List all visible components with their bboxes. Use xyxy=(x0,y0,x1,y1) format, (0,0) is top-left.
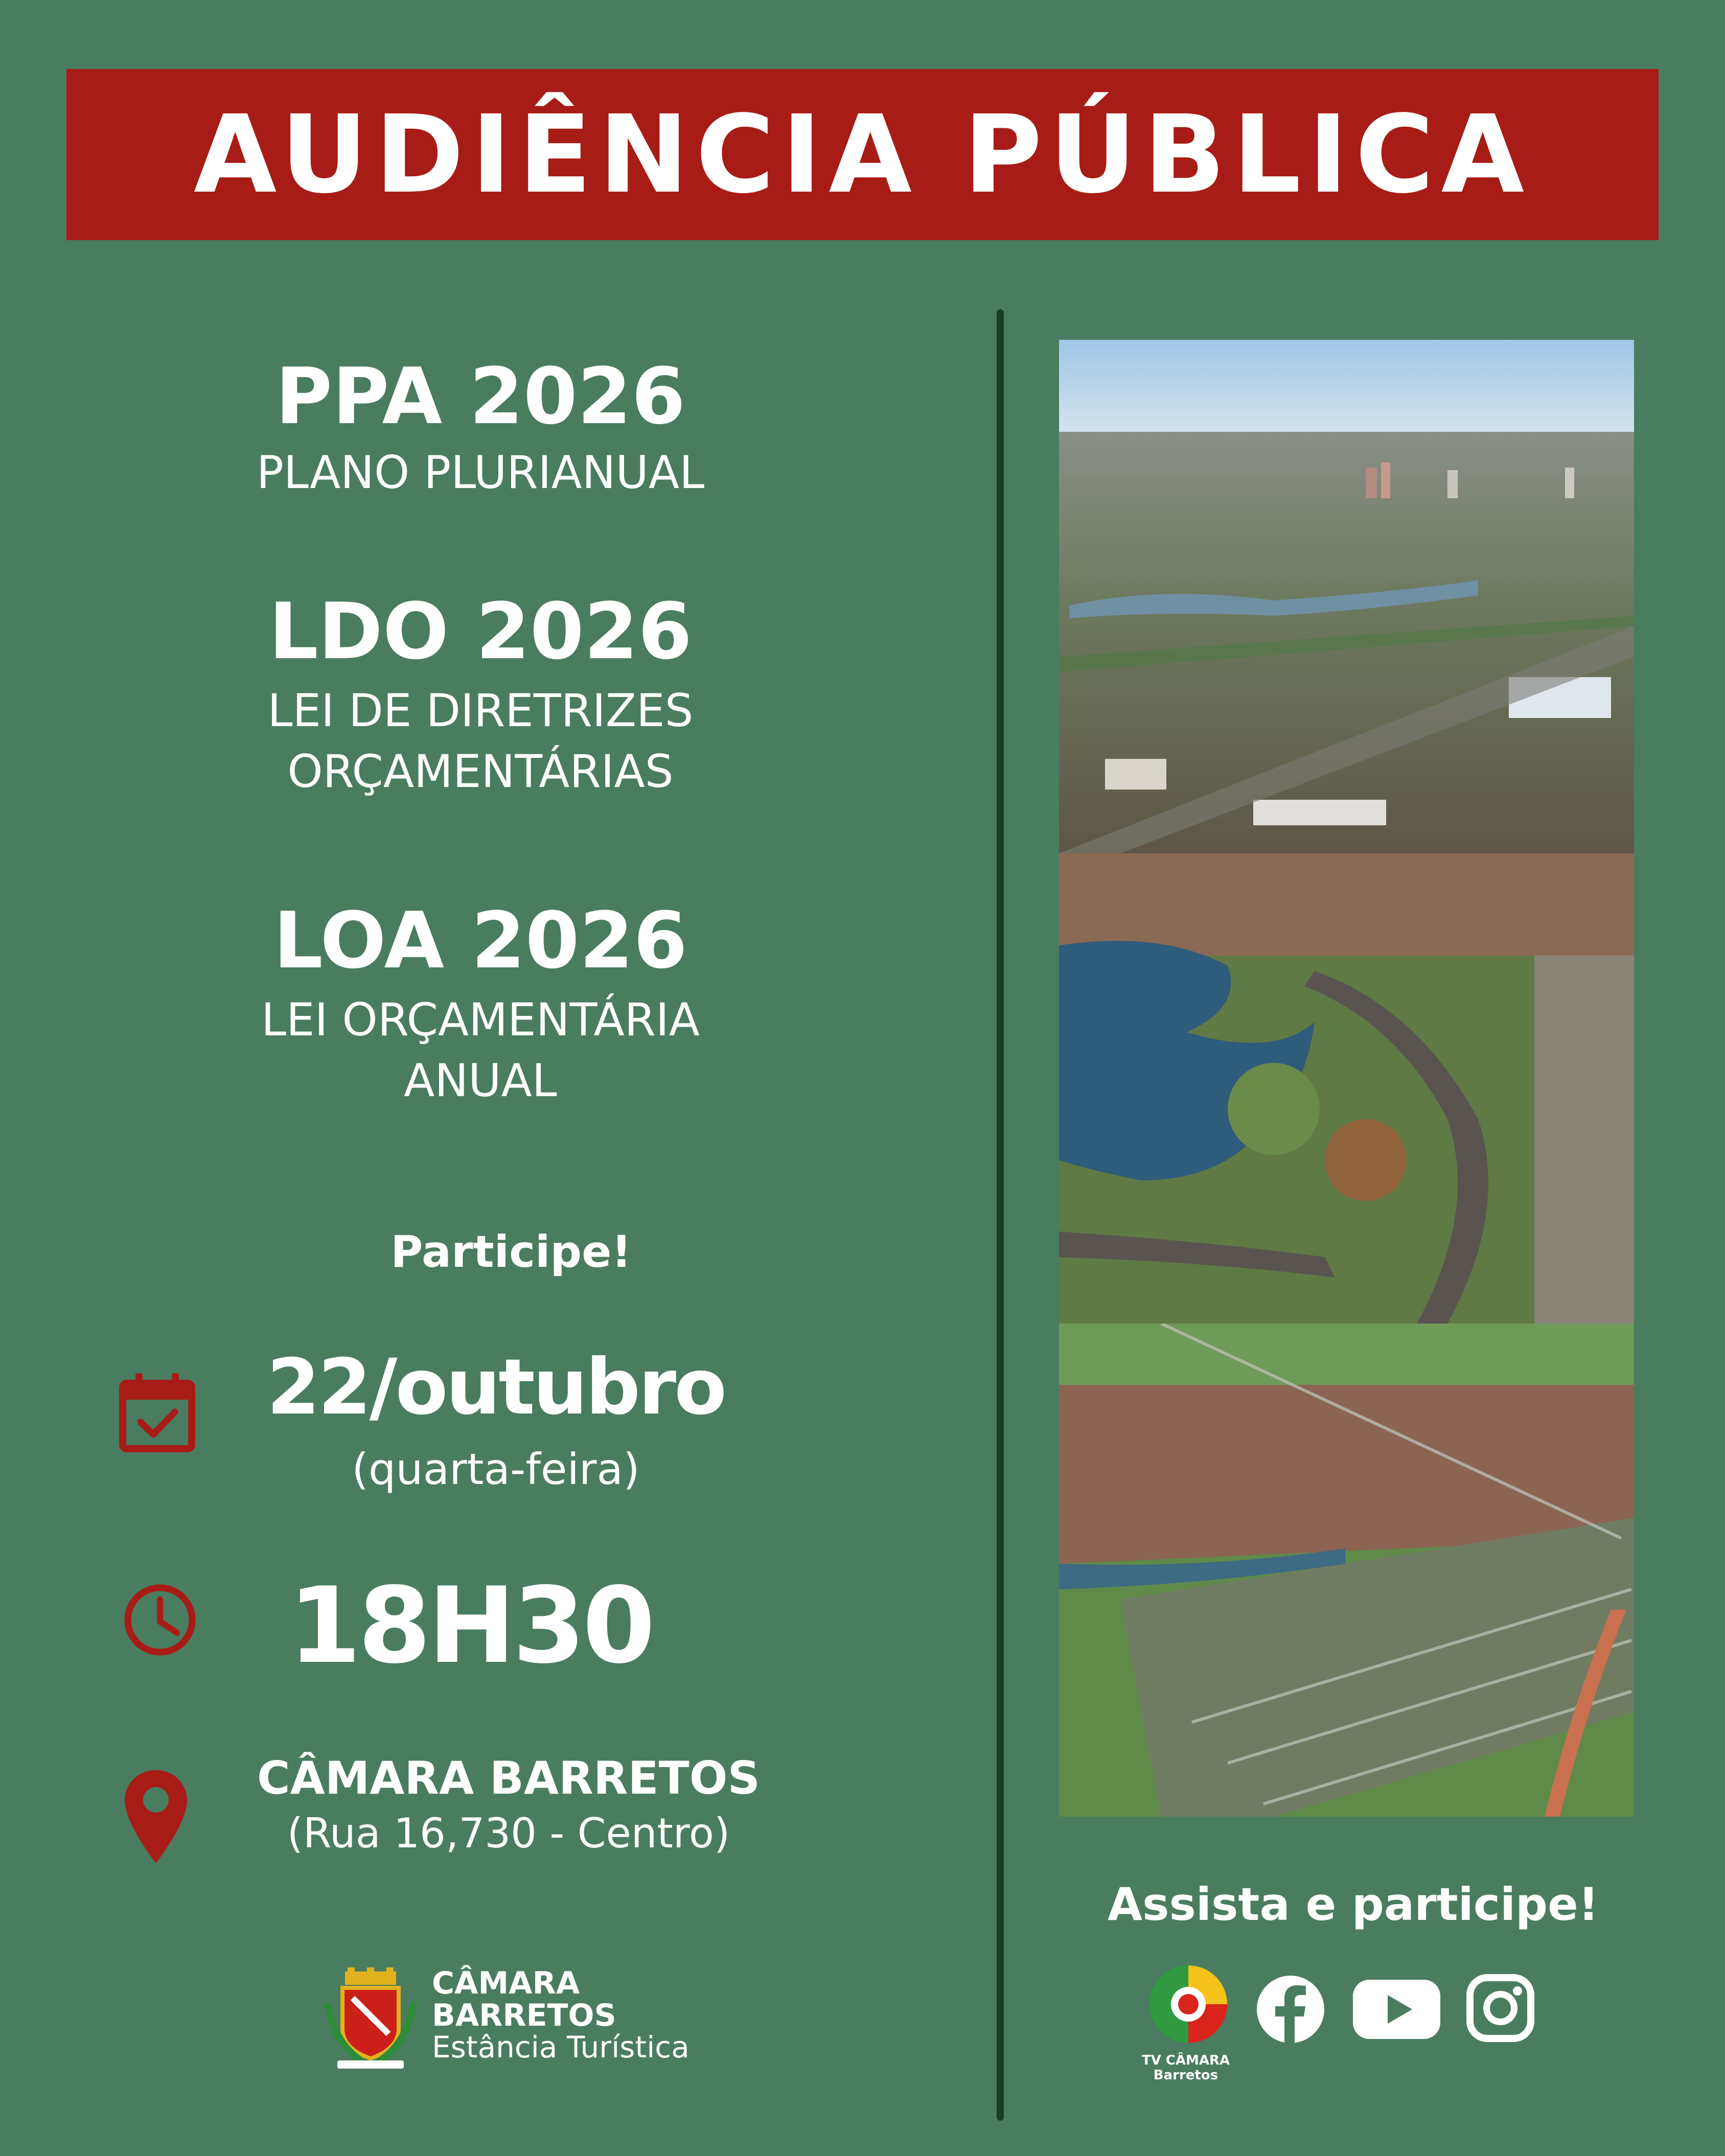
ldo-subtitle-line2: ORÇAMENTÁRIAS xyxy=(287,745,674,798)
logo-line-barretos: BARRETOS xyxy=(432,1998,616,2033)
aerial-photo-grid xyxy=(1059,1324,1634,1817)
date-block xyxy=(87,1343,905,1494)
title-banner xyxy=(66,69,1659,240)
ppa-subtitle: PLANO PLURIANUAL xyxy=(256,446,705,499)
tv-camara-label-line2: Barretos xyxy=(1153,2067,1218,2083)
logo-text xyxy=(432,1967,689,2063)
loa-heading: LOA 2026 xyxy=(273,895,688,986)
assista-text: Assista e participe! xyxy=(1108,1878,1599,1931)
tv-camara-label xyxy=(1135,2053,1237,2082)
ppa-heading: PPA 2026 xyxy=(275,351,686,442)
banner-title: AUDIÊNCIA PÚBLICA xyxy=(193,92,1532,217)
section-ppa xyxy=(72,351,889,503)
loa-subtitle-line1: LEI ORÇAMENTÁRIA xyxy=(261,993,700,1046)
participe-block xyxy=(102,1226,920,1278)
youtube-icon[interactable] xyxy=(1352,1979,1441,2042)
facebook-icon[interactable] xyxy=(1255,1974,1326,2047)
section-loa xyxy=(72,895,889,1111)
event-place: CÂMARA BARRETOS xyxy=(257,1752,760,1804)
event-weekday: (quarta-feira) xyxy=(352,1444,640,1494)
tv-camara-icon[interactable] xyxy=(1147,1963,1229,2052)
aerial-photo-lake xyxy=(1059,853,1634,1324)
logo-line-estancia: Estância Turística xyxy=(432,2030,689,2065)
ldo-subtitle-line1: LEI DE DIRETRIZES xyxy=(267,684,694,737)
loa-subtitle-line2: ANUAL xyxy=(404,1054,557,1107)
place-block xyxy=(100,1752,917,1857)
tv-camara-label-line1: TV CÂMARA xyxy=(1141,2053,1230,2068)
event-date: 22/outubro xyxy=(266,1343,725,1432)
coat-of-arms-icon xyxy=(322,1967,419,2072)
instagram-icon[interactable] xyxy=(1466,1974,1535,2045)
event-address: (Rua 16,730 - Centro) xyxy=(287,1810,730,1857)
participe-text: Participe! xyxy=(390,1226,632,1278)
aerial-photos xyxy=(1059,340,1634,1817)
event-time: 18H30 xyxy=(288,1565,653,1687)
aerial-photo-city xyxy=(1059,340,1634,853)
vertical-divider xyxy=(997,309,1004,2121)
camara-barretos-logo xyxy=(322,1967,710,2070)
section-ldo xyxy=(72,586,889,802)
logo-line-camara: CÂMARA xyxy=(432,1965,580,2001)
time-block xyxy=(61,1565,879,1687)
ldo-heading: LDO 2026 xyxy=(268,586,693,677)
